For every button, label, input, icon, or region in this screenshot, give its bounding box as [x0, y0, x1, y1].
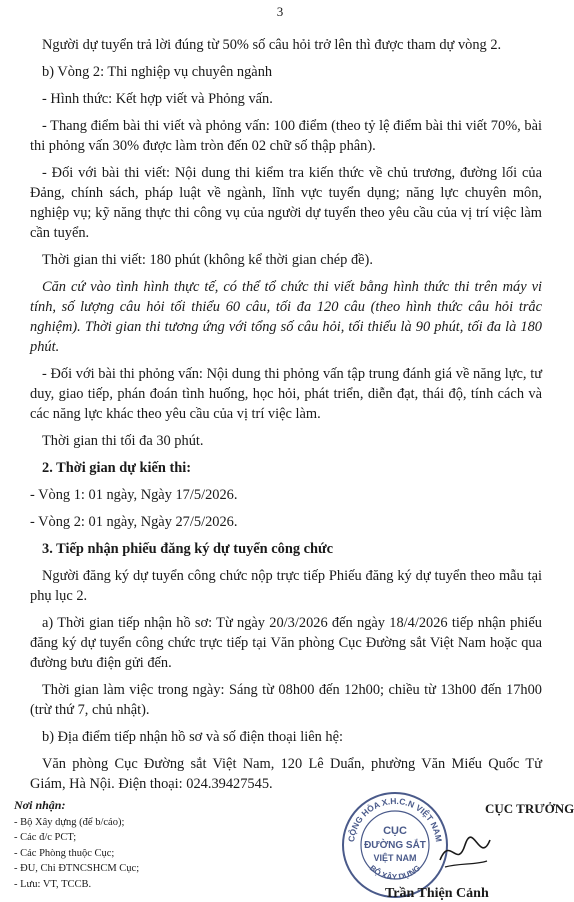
- paragraph: Văn phòng Cục Đường sắt Việt Nam, 120 Lê Duẩn, phường Văn Miếu Quốc Tử Giám, Hà Nội. Điện thoại: 024.39427545.: [30, 756, 542, 792]
- recipient-item: - Các Phòng thuộc Cục;: [14, 847, 115, 859]
- signature-block: [330, 790, 574, 901]
- recipient-item: - Các đ/c PCT;: [14, 832, 77, 843]
- paragraph: Người đăng ký dự tuyển công chức nộp trực tiếp Phiếu đăng ký dự tuyển theo mẫu tại phụ lục 2.: [30, 568, 542, 604]
- paragraph: Thời gian thi viết: 180 phút (không kể thời gian chép đề).: [42, 252, 373, 268]
- paragraph: - Đối với bài thi phỏng vấn: Nội dung thi phỏng vấn tập trung đánh giá về năng lực, tư duy, giao tiếp, phán đoán tình huống, học hỏi, phát triển, diễn đạt, thái độ, tính cách và các năng lực khác theo yêu cầu của vị trí việc làm.: [30, 366, 542, 422]
- paragraph: - Thang điểm bài thi viết và phỏng vấn: 100 điểm (theo tỷ lệ điểm bài thi viết 70%, bài thi phỏng vấn 30% được làm tròn đến 02 chữ số thập phân).: [30, 118, 542, 154]
- recipients-title: Nơi nhận:: [14, 798, 66, 812]
- paragraph: - Đối với bài thi viết: Nội dung thi kiểm tra kiến thức về chủ trương, đường lối của Đảng, chính sách, pháp luật về ngành, lĩnh vực tuyển dụng; năng lực chuyên môn, nghiệp vụ; kỹ năng thực thi công vụ của người dự tuyển theo yêu cầu của vị trí việc làm cần tuyển.: [30, 165, 542, 241]
- paragraph: a) Thời gian tiếp nhận hồ sơ: Từ ngày 20/3/2026 đến ngày 18/4/2026 tiếp nhận phiếu đăng ký dự tuyển công chức trực tiếp tại Văn phòng Cục Đường sắt Việt Nam hoặc qua đường bưu điện gửi đến.: [30, 615, 542, 671]
- paragraph: b) Địa điểm tiếp nhận hồ sơ và số điện thoại liên hệ:: [42, 729, 343, 745]
- signer-title: CỤC TRƯỞNG: [485, 801, 574, 816]
- official-seal: [340, 790, 450, 900]
- seal-bottom-text: BỘ XÂY DỰNG: [367, 863, 423, 882]
- paragraph: - Vòng 2: 01 ngày, Ngày 27/5/2026.: [30, 514, 238, 530]
- handwritten-signature-icon: [435, 825, 495, 875]
- document-body: [30, 35, 542, 801]
- signer-name: Trần Thiện Cảnh: [385, 886, 489, 901]
- recipient-item: - Lưu: VT, TCCB.: [14, 878, 92, 890]
- page-number: 3: [276, 4, 284, 19]
- paragraph: b) Vòng 2: Thi nghiệp vụ chuyên ngành: [42, 64, 273, 80]
- seal-center-3: VIỆT NAM: [373, 853, 417, 863]
- svg-text:BỘ XÂY DỰNG: [368, 863, 422, 881]
- section-heading: 3. Tiếp nhận phiếu đăng ký dự tuyển công chức: [42, 541, 334, 557]
- seal-ring-text: CỘNG HÒA X.H.C.N VIỆT NAM: [346, 795, 444, 843]
- recipient-item: - Bộ Xây dựng (để b/cáo);: [14, 816, 125, 828]
- paragraph: Thời gian thi tối đa 30 phút.: [42, 433, 204, 449]
- section-heading: 2. Thời gian dự kiến thi:: [42, 460, 192, 476]
- seal-center-2: ĐƯỜNG SẮT: [364, 840, 426, 851]
- paragraph-italic: Căn cứ vào tình hình thực tế, có thể tổ chức thi viết bằng hình thức thi trên máy vi tính, số lượng câu hỏi tối thiểu 60 câu, tối đa 120 câu (theo hình thức câu hỏi trắc nghiệm). Thời gian thi tương ứng với tổng số câu hỏi, tối thiểu là 90 phút, tối đa là 180 phút.: [30, 279, 542, 355]
- paragraph: Thời gian làm việc trong ngày: Sáng từ 08h00 đến 12h00; chiều từ 13h00 đến 17h00 (trừ thứ 7, chủ nhật).: [30, 682, 542, 718]
- recipients-block: [14, 798, 244, 892]
- paragraph: - Hình thức: Kết hợp viết và Phỏng vấn.: [42, 91, 273, 107]
- seal-center-1: CỤC: [383, 825, 407, 837]
- paragraph: - Vòng 1: 01 ngày, Ngày 17/5/2026.: [30, 487, 238, 503]
- paragraph: Người dự tuyển trả lời đúng từ 50% số câu hỏi trở lên thì được tham dự vòng 2.: [42, 37, 502, 53]
- recipient-item: - ĐU, Chi ĐTNCSHCM Cục;: [14, 863, 140, 874]
